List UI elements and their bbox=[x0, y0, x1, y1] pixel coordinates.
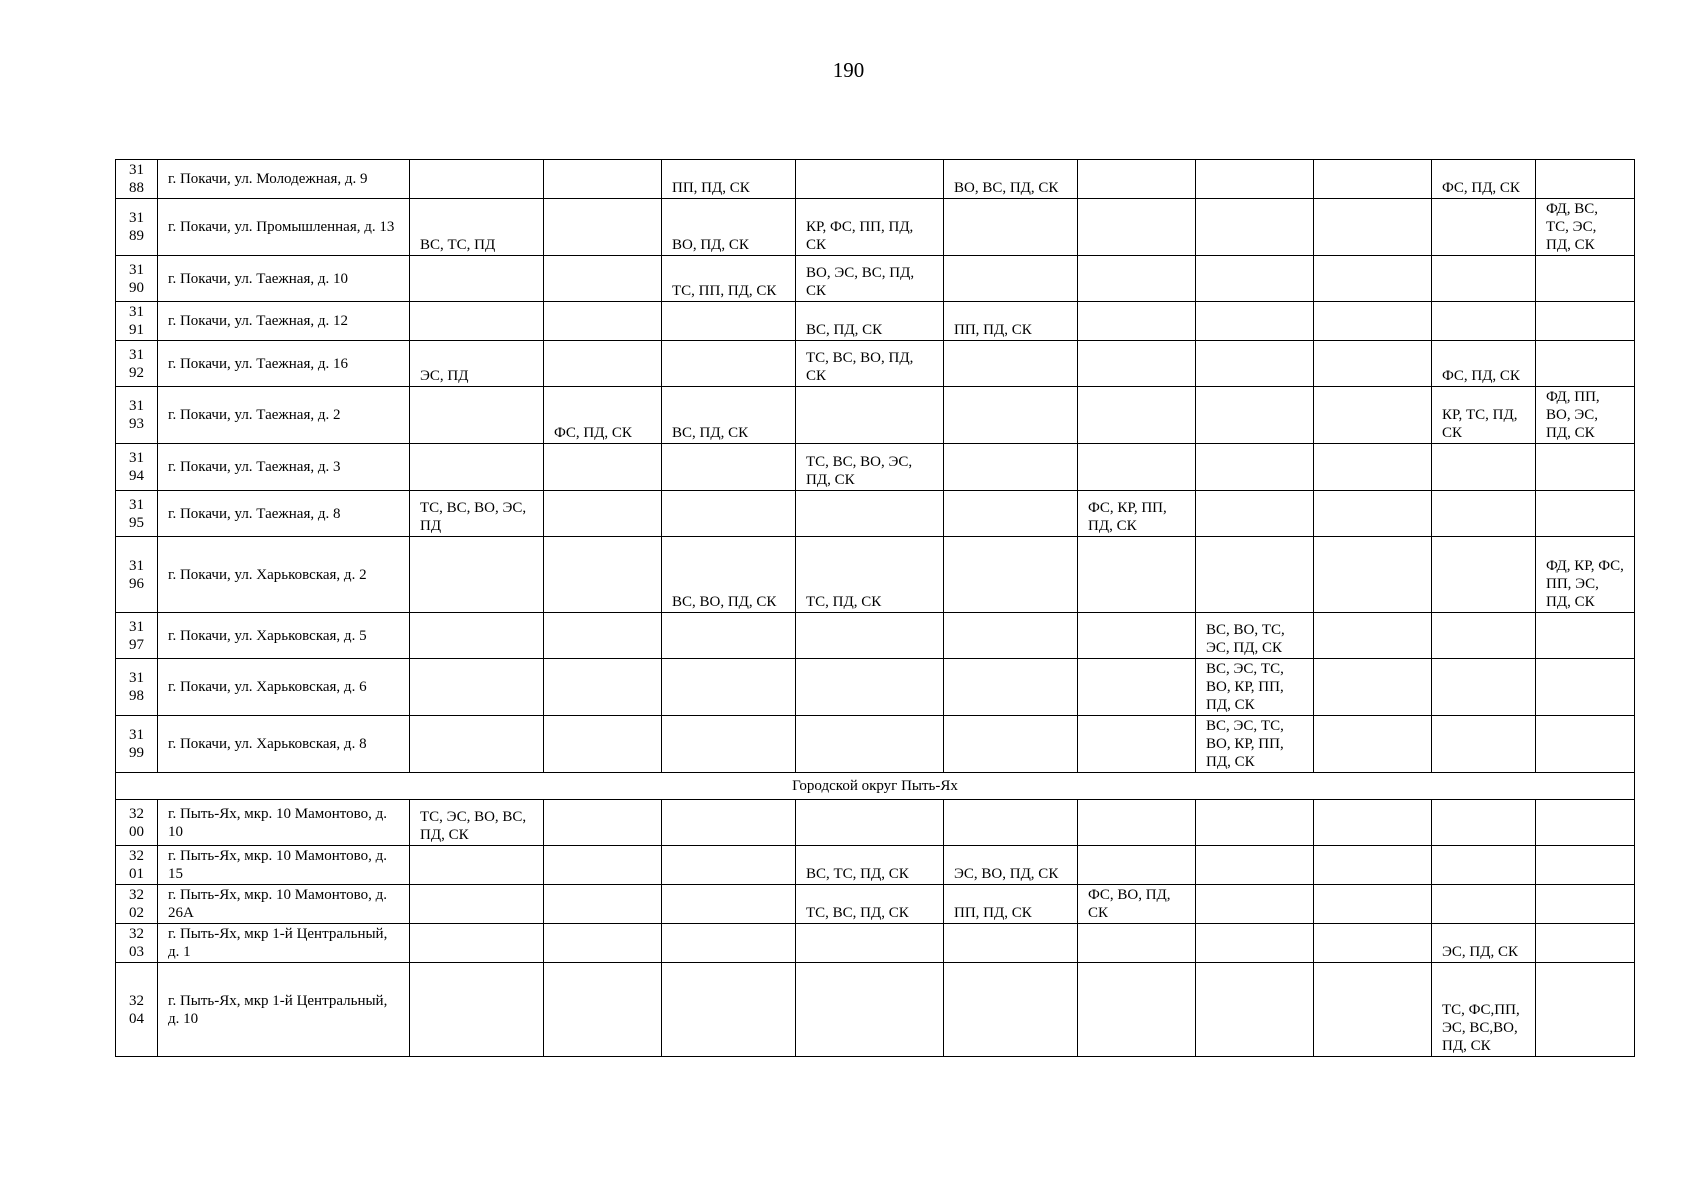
row-number: 32 01 bbox=[116, 846, 158, 885]
work-type-cell: ВС, ТС, ПД bbox=[410, 199, 544, 256]
work-type-cell bbox=[796, 924, 944, 963]
work-type-cell bbox=[944, 537, 1078, 613]
work-type-cell bbox=[410, 387, 544, 444]
work-type-cell: ВС, ЭС, ТС, ВО, КР, ПП, ПД, СК bbox=[1196, 716, 1314, 773]
work-type-cell: ФС, ПД, СК bbox=[1432, 160, 1536, 199]
work-type-cell bbox=[1078, 302, 1196, 341]
row-number: 31 98 bbox=[116, 659, 158, 716]
work-type-cell bbox=[944, 963, 1078, 1057]
work-type-cell bbox=[662, 885, 796, 924]
work-type-cell bbox=[1314, 537, 1432, 613]
work-type-cell bbox=[1536, 924, 1635, 963]
work-type-cell bbox=[662, 800, 796, 846]
work-type-cell: ПП, ПД, СК bbox=[944, 885, 1078, 924]
work-type-cell bbox=[1078, 613, 1196, 659]
work-type-cell bbox=[1078, 716, 1196, 773]
address-cell: г. Покачи, ул. Таежная, д. 2 bbox=[158, 387, 410, 444]
section-title: Городской округ Пыть-Ях bbox=[116, 773, 1635, 800]
data-table bbox=[115, 159, 1635, 1057]
work-type-cell: ВС, ТС, ПД, СК bbox=[796, 846, 944, 885]
work-type-cell bbox=[410, 256, 544, 302]
work-type-cell bbox=[1536, 302, 1635, 341]
work-type-cell: ФС, ПД, СК bbox=[1432, 341, 1536, 387]
work-type-cell bbox=[544, 160, 662, 199]
work-type-cell bbox=[1314, 302, 1432, 341]
work-type-cell bbox=[1536, 659, 1635, 716]
work-type-cell bbox=[1196, 885, 1314, 924]
work-type-cell bbox=[944, 800, 1078, 846]
work-type-cell bbox=[1078, 963, 1196, 1057]
table-row bbox=[116, 659, 1635, 716]
work-type-cell bbox=[1078, 444, 1196, 491]
work-type-cell bbox=[1432, 302, 1536, 341]
work-type-cell: ФД, КР, ФС, ПП, ЭС, ПД, СК bbox=[1536, 537, 1635, 613]
work-type-cell: ВС, ВО, ТС, ЭС, ПД, СК bbox=[1196, 613, 1314, 659]
work-type-cell bbox=[1432, 444, 1536, 491]
work-type-cell bbox=[544, 256, 662, 302]
row-number: 31 89 bbox=[116, 199, 158, 256]
work-type-cell: ТС, ВС, ПД, СК bbox=[796, 885, 944, 924]
work-type-cell: ФД, ВС, ТС, ЭС, ПД, СК bbox=[1536, 199, 1635, 256]
work-type-cell: ТС, ФС,ПП, ЭС, ВС,ВО, ПД, СК bbox=[1432, 963, 1536, 1057]
work-type-cell bbox=[1196, 302, 1314, 341]
work-type-cell: ПП, ПД, СК bbox=[662, 160, 796, 199]
work-type-cell bbox=[1196, 160, 1314, 199]
address-cell: г. Покачи, ул. Харьковская, д. 6 bbox=[158, 659, 410, 716]
work-type-cell bbox=[544, 716, 662, 773]
work-type-cell bbox=[1536, 160, 1635, 199]
address-cell: г. Покачи, ул. Харьковская, д. 5 bbox=[158, 613, 410, 659]
row-number: 31 97 bbox=[116, 613, 158, 659]
work-type-cell bbox=[410, 716, 544, 773]
work-type-cell bbox=[410, 659, 544, 716]
work-type-cell: ПП, ПД, СК bbox=[944, 302, 1078, 341]
work-type-cell bbox=[662, 613, 796, 659]
work-type-cell bbox=[410, 885, 544, 924]
work-type-cell bbox=[1432, 659, 1536, 716]
work-type-cell bbox=[796, 491, 944, 537]
work-type-cell bbox=[1078, 800, 1196, 846]
work-type-cell bbox=[1196, 199, 1314, 256]
work-type-cell bbox=[1196, 537, 1314, 613]
work-type-cell bbox=[544, 659, 662, 716]
work-type-cell bbox=[1196, 444, 1314, 491]
work-type-cell: ЭС, ПД, СК bbox=[1432, 924, 1536, 963]
work-type-cell: ВС, ПД, СК bbox=[796, 302, 944, 341]
work-type-cell: ФС, КР, ПП, ПД, СК bbox=[1078, 491, 1196, 537]
table-row bbox=[116, 160, 1635, 199]
work-type-cell bbox=[662, 341, 796, 387]
work-type-cell bbox=[1536, 613, 1635, 659]
work-type-cell bbox=[1536, 716, 1635, 773]
work-type-cell bbox=[1432, 199, 1536, 256]
work-type-cell bbox=[1432, 885, 1536, 924]
work-type-cell bbox=[410, 160, 544, 199]
work-type-cell: ВО, ВС, ПД, СК bbox=[944, 160, 1078, 199]
work-type-cell: ВС, ВО, ПД, СК bbox=[662, 537, 796, 613]
table-row bbox=[116, 256, 1635, 302]
work-type-cell bbox=[1314, 160, 1432, 199]
work-type-cell bbox=[662, 846, 796, 885]
work-type-cell bbox=[1314, 613, 1432, 659]
row-number: 31 91 bbox=[116, 302, 158, 341]
work-type-cell bbox=[662, 302, 796, 341]
work-type-cell bbox=[796, 613, 944, 659]
work-type-cell bbox=[544, 444, 662, 491]
work-type-cell: КР, ФС, ПП, ПД, СК bbox=[796, 199, 944, 256]
work-type-cell bbox=[1196, 846, 1314, 885]
work-type-cell bbox=[1196, 963, 1314, 1057]
work-type-cell bbox=[1078, 199, 1196, 256]
work-type-cell bbox=[1314, 199, 1432, 256]
work-type-cell: ТС, ЭС, ВО, ВС, ПД, СК bbox=[410, 800, 544, 846]
address-cell: г. Покачи, ул. Молодежная, д. 9 bbox=[158, 160, 410, 199]
work-type-cell bbox=[1314, 491, 1432, 537]
work-type-cell bbox=[1078, 924, 1196, 963]
work-type-cell bbox=[410, 924, 544, 963]
work-type-cell bbox=[796, 963, 944, 1057]
page-number: 190 bbox=[832, 58, 865, 82]
address-cell: г. Пыть-Ях, мкр 1-й Центральный, д. 10 bbox=[158, 963, 410, 1057]
work-type-cell bbox=[1078, 846, 1196, 885]
table-row bbox=[116, 302, 1635, 341]
work-type-cell bbox=[1314, 846, 1432, 885]
work-type-cell: ТС, ПД, СК bbox=[796, 537, 944, 613]
address-cell: г. Покачи, ул. Таежная, д. 10 bbox=[158, 256, 410, 302]
work-type-cell: ЭС, ВО, ПД, СК bbox=[944, 846, 1078, 885]
work-type-cell bbox=[410, 444, 544, 491]
work-type-cell bbox=[1078, 160, 1196, 199]
work-type-cell bbox=[796, 659, 944, 716]
address-cell: г. Пыть-Ях, мкр 1-й Центральный, д. 1 bbox=[158, 924, 410, 963]
row-number: 31 93 bbox=[116, 387, 158, 444]
work-type-cell bbox=[1314, 387, 1432, 444]
work-type-cell bbox=[544, 924, 662, 963]
work-type-cell bbox=[1314, 444, 1432, 491]
address-cell: г. Покачи, ул. Таежная, д. 16 bbox=[158, 341, 410, 387]
work-type-cell bbox=[944, 659, 1078, 716]
address-cell: г. Покачи, ул. Харьковская, д. 2 bbox=[158, 537, 410, 613]
work-type-cell: ВО, ЭС, ВС, ПД, СК bbox=[796, 256, 944, 302]
work-type-cell bbox=[544, 800, 662, 846]
work-type-cell: ЭС, ПД bbox=[410, 341, 544, 387]
work-type-cell bbox=[410, 963, 544, 1057]
work-type-cell: ТС, ВС, ВО, ЭС, ПД bbox=[410, 491, 544, 537]
work-type-cell bbox=[1536, 800, 1635, 846]
work-type-cell bbox=[944, 199, 1078, 256]
work-type-cell bbox=[662, 963, 796, 1057]
work-type-cell bbox=[1432, 716, 1536, 773]
work-type-cell bbox=[1536, 491, 1635, 537]
work-type-cell bbox=[1536, 341, 1635, 387]
work-type-cell bbox=[1078, 256, 1196, 302]
table-row bbox=[116, 963, 1635, 1057]
work-type-cell bbox=[1314, 924, 1432, 963]
work-type-cell bbox=[1536, 256, 1635, 302]
work-type-cell bbox=[796, 716, 944, 773]
table-row bbox=[116, 341, 1635, 387]
row-number: 31 94 bbox=[116, 444, 158, 491]
row-number: 31 92 bbox=[116, 341, 158, 387]
work-type-cell bbox=[1196, 341, 1314, 387]
work-type-cell bbox=[662, 716, 796, 773]
work-type-cell bbox=[544, 846, 662, 885]
work-type-cell bbox=[1314, 963, 1432, 1057]
work-type-cell bbox=[944, 444, 1078, 491]
address-cell: г. Покачи, ул. Харьковская, д. 8 bbox=[158, 716, 410, 773]
table-row bbox=[116, 613, 1635, 659]
work-type-cell bbox=[544, 963, 662, 1057]
table-row bbox=[116, 537, 1635, 613]
work-type-cell: ФС, ПД, СК bbox=[544, 387, 662, 444]
work-type-cell: ТС, ПП, ПД, СК bbox=[662, 256, 796, 302]
address-cell: г. Покачи, ул. Промышленная, д. 13 bbox=[158, 199, 410, 256]
row-number: 31 96 bbox=[116, 537, 158, 613]
work-type-cell bbox=[1078, 659, 1196, 716]
row-number: 32 04 bbox=[116, 963, 158, 1057]
table-body bbox=[116, 160, 1635, 1057]
row-number: 31 99 bbox=[116, 716, 158, 773]
work-type-cell bbox=[544, 613, 662, 659]
table-row bbox=[116, 199, 1635, 256]
work-type-cell bbox=[1432, 256, 1536, 302]
work-type-cell bbox=[544, 537, 662, 613]
work-type-cell bbox=[944, 716, 1078, 773]
row-number: 32 00 bbox=[116, 800, 158, 846]
work-type-cell bbox=[1432, 613, 1536, 659]
section-row bbox=[116, 773, 1635, 800]
work-type-cell: ТС, ВС, ВО, ПД, СК bbox=[796, 341, 944, 387]
table-row bbox=[116, 800, 1635, 846]
work-type-cell bbox=[1078, 387, 1196, 444]
address-cell: г. Пыть-Ях, мкр. 10 Мамонтово, д. 10 bbox=[158, 800, 410, 846]
address-cell: г. Покачи, ул. Таежная, д. 8 bbox=[158, 491, 410, 537]
row-number: 31 95 bbox=[116, 491, 158, 537]
address-cell: г. Покачи, ул. Таежная, д. 12 bbox=[158, 302, 410, 341]
work-type-cell bbox=[410, 537, 544, 613]
work-type-cell bbox=[1078, 537, 1196, 613]
work-type-cell bbox=[1314, 885, 1432, 924]
table-row bbox=[116, 716, 1635, 773]
work-type-cell bbox=[1314, 256, 1432, 302]
work-type-cell bbox=[1196, 256, 1314, 302]
work-type-cell bbox=[1536, 444, 1635, 491]
work-type-cell bbox=[1196, 491, 1314, 537]
work-type-cell bbox=[662, 444, 796, 491]
work-type-cell: ФД, ПП, ВО, ЭС, ПД, СК bbox=[1536, 387, 1635, 444]
work-type-cell bbox=[1536, 885, 1635, 924]
row-number: 32 03 bbox=[116, 924, 158, 963]
work-type-cell bbox=[544, 491, 662, 537]
address-cell: г. Покачи, ул. Таежная, д. 3 bbox=[158, 444, 410, 491]
work-type-cell bbox=[662, 491, 796, 537]
work-type-cell bbox=[410, 302, 544, 341]
work-type-cell: ВС, ЭС, ТС, ВО, КР, ПП, ПД, СК bbox=[1196, 659, 1314, 716]
work-type-cell bbox=[1314, 659, 1432, 716]
work-type-cell bbox=[1196, 387, 1314, 444]
address-cell: г. Пыть-Ях, мкр. 10 Мамонтово, д. 15 bbox=[158, 846, 410, 885]
work-type-cell bbox=[944, 613, 1078, 659]
work-type-cell bbox=[662, 924, 796, 963]
work-type-cell bbox=[1314, 341, 1432, 387]
work-type-cell bbox=[796, 800, 944, 846]
work-type-cell bbox=[1196, 924, 1314, 963]
work-type-cell: ВО, ПД, СК bbox=[662, 199, 796, 256]
work-type-cell bbox=[944, 924, 1078, 963]
work-type-cell bbox=[796, 160, 944, 199]
table-row bbox=[116, 924, 1635, 963]
work-type-cell bbox=[796, 387, 944, 444]
work-type-cell bbox=[662, 659, 796, 716]
table-row bbox=[116, 846, 1635, 885]
table-row bbox=[116, 444, 1635, 491]
address-cell: г. Пыть-Ях, мкр. 10 Мамонтово, д. 26А bbox=[158, 885, 410, 924]
work-type-cell bbox=[544, 885, 662, 924]
work-type-cell: ТС, ВС, ВО, ЭС, ПД, СК bbox=[796, 444, 944, 491]
row-number: 31 88 bbox=[116, 160, 158, 199]
work-type-cell bbox=[1196, 800, 1314, 846]
work-type-cell bbox=[1314, 716, 1432, 773]
work-type-cell bbox=[944, 256, 1078, 302]
work-type-cell bbox=[944, 491, 1078, 537]
work-type-cell: ВС, ПД, СК bbox=[662, 387, 796, 444]
table-row bbox=[116, 885, 1635, 924]
work-type-cell bbox=[410, 613, 544, 659]
work-type-cell bbox=[410, 846, 544, 885]
work-type-cell: КР, ТС, ПД, СК bbox=[1432, 387, 1536, 444]
work-type-cell bbox=[944, 341, 1078, 387]
table-row bbox=[116, 387, 1635, 444]
work-type-cell bbox=[544, 302, 662, 341]
work-type-cell bbox=[544, 341, 662, 387]
work-type-cell bbox=[1314, 800, 1432, 846]
work-type-cell bbox=[1536, 963, 1635, 1057]
work-type-cell: ФС, ВО, ПД, СК bbox=[1078, 885, 1196, 924]
work-type-cell bbox=[1432, 846, 1536, 885]
row-number: 31 90 bbox=[116, 256, 158, 302]
work-type-cell bbox=[1432, 537, 1536, 613]
work-type-cell bbox=[1432, 491, 1536, 537]
work-type-cell bbox=[1078, 341, 1196, 387]
row-number: 32 02 bbox=[116, 885, 158, 924]
work-type-cell bbox=[544, 199, 662, 256]
table-row bbox=[116, 491, 1635, 537]
work-type-cell bbox=[1432, 800, 1536, 846]
work-type-cell bbox=[1536, 846, 1635, 885]
work-type-cell bbox=[944, 387, 1078, 444]
